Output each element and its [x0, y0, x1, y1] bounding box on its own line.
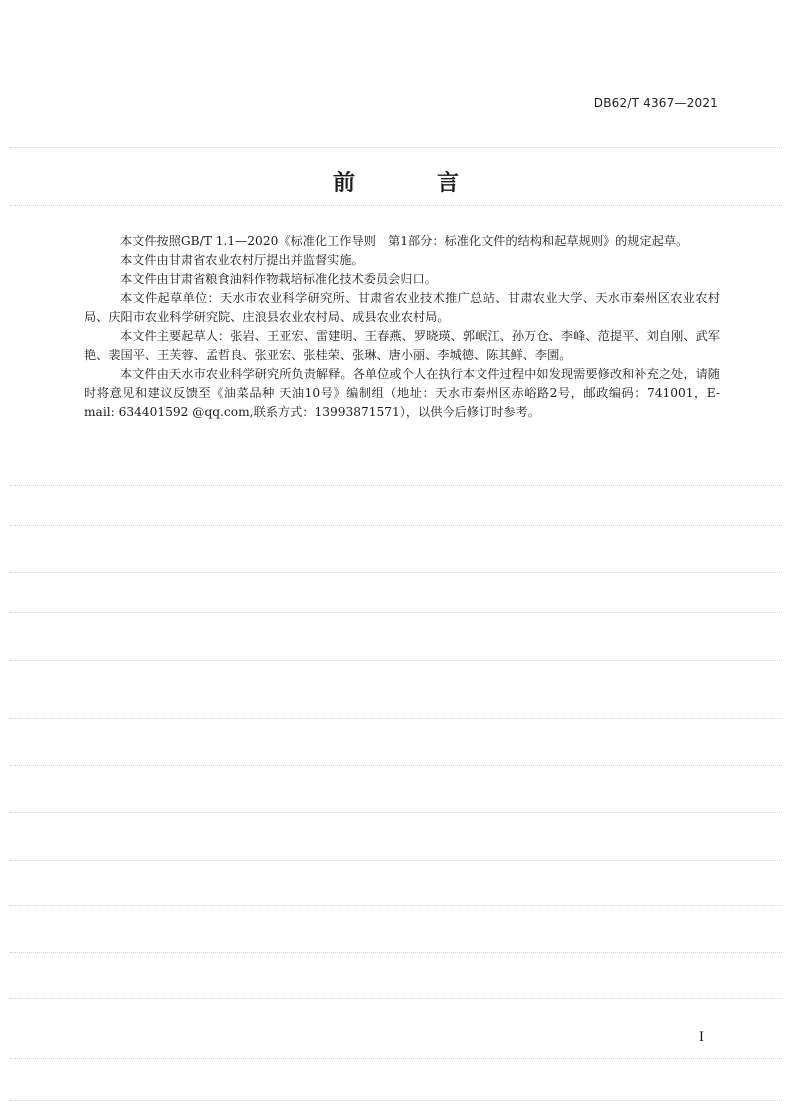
scan-line [10, 765, 782, 766]
scan-line [10, 905, 782, 906]
standard-code: DB62/T 4367—2021 [593, 96, 718, 110]
paragraph-interpretation: 本文件由天水市农业科学研究所负责解释。各单位或个人在执行本文件过程中如发现需要修改和补充之处，请随时将意见和建议反馈至《油菜品种 天油10号》编制组（地址：天水市秦州区赤峪路2号，邮政编码：741001，E-mail: 634401592 @qq.com,联系方式：13993871571），以供今后修订时参考。 [84, 367, 720, 419]
paragraph-drafters: 本文件主要起草人：张岩、王亚宏、雷建明、王春燕、罗晓瑛、郭岷江、孙万仓、李峰、范提平、刘自刚、武军艳、裴国平、王芙蓉、孟哲良、张亚宏、张桂荣、张琳、唐小丽、李城德、陈其鲜、李園。 [84, 329, 720, 362]
scan-line [10, 812, 782, 813]
scan-line [10, 205, 782, 206]
scan-line [10, 612, 782, 613]
foreword-body [84, 232, 720, 422]
scan-line [10, 860, 782, 861]
scan-line [10, 1058, 782, 1059]
scan-line [10, 718, 782, 719]
scan-line [10, 660, 782, 661]
scan-line [10, 952, 782, 953]
scan-line [10, 998, 782, 999]
paragraph-committee: 本文件由甘肃省粮食油料作物栽培标准化技术委员会归口。 [120, 272, 437, 286]
scan-line [10, 572, 782, 573]
paragraph-drafting-rules: 本文件按照GB/T 1.1—2020《标准化工作导则 第1部分：标准化文件的结构和起草规则》的规定起草。 [120, 234, 689, 248]
page-title: 前 言 [332, 171, 489, 196]
scan-line [10, 1100, 782, 1101]
scan-line [10, 525, 782, 526]
paragraph-drafting-units: 本文件起草单位：天水市农业科学研究所、甘肃省农业技术推广总站、甘肃农业大学、天水市秦州区农业农村局、庆阳市农业科学研究院、庄浪县农业农村局、成县农业农村局。 [84, 291, 720, 324]
page-number: I [698, 1030, 704, 1045]
scan-line [10, 485, 782, 486]
paragraph-proposer: 本文件由甘肃省农业农村厅提出并监督实施。 [120, 253, 364, 267]
scan-line [10, 147, 782, 148]
